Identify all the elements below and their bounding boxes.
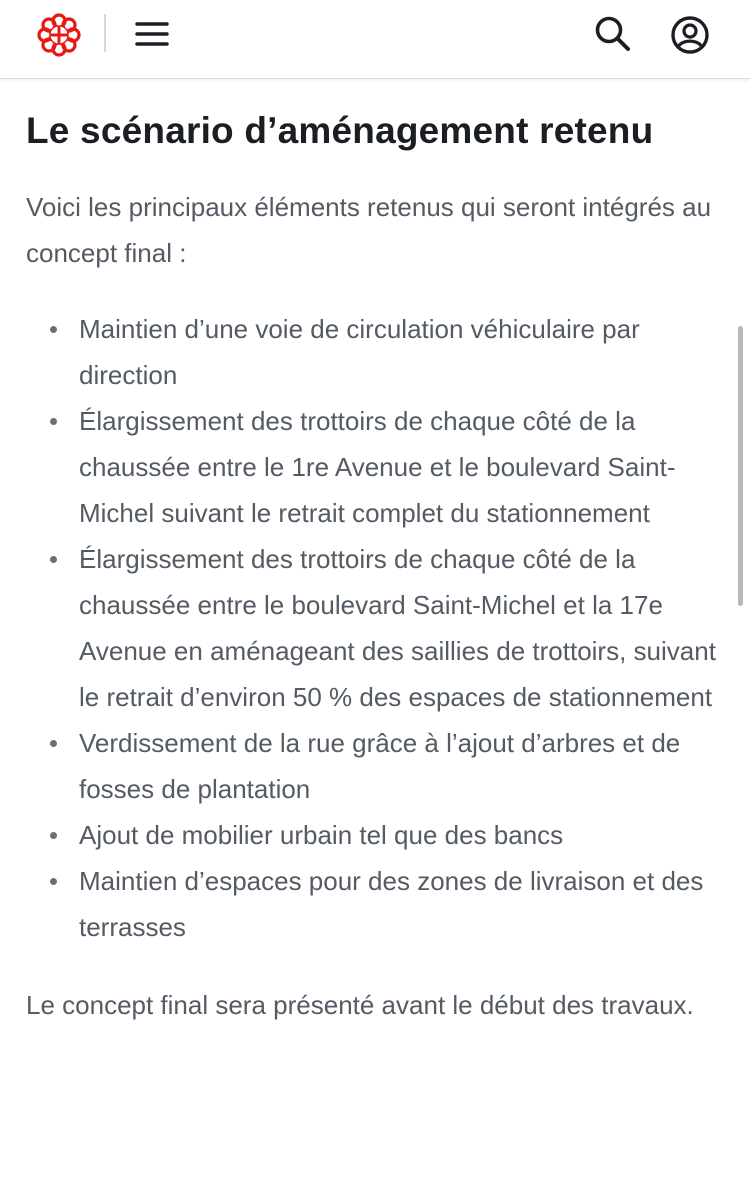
article-content (26, 104, 716, 1028)
hamburger-menu-icon[interactable] (132, 18, 172, 50)
retained-elements-list (26, 306, 716, 950)
page-title: Le scénario d’aménagement retenu (26, 110, 654, 151)
intro-paragraph: Voici les principaux éléments retenus qui seront intégrés au concept final : (26, 192, 712, 268)
list-item: Ajout de mobilier urbain tel que des bancs (79, 812, 716, 858)
list-item: Maintien d’espaces pour des zones de livraison et des terrasses (79, 858, 716, 950)
list-item: Maintien d’une voie de circulation véhiculaire par direction (79, 306, 716, 398)
list-item: Élargissement des trottoirs de chaque côté de la chaussée entre le 1re Avenue et le boulevard Saint-Michel suivant le retrait complet du stationnement (79, 398, 716, 536)
search-icon[interactable] (592, 13, 634, 55)
list-item: Élargissement des trottoirs de chaque côté de la chaussée entre le boulevard Saint-Michel et la 17e Avenue en aménageant des saillies de trottoirs, suivant le retrait d’environ 50 % des espaces de stationnement (79, 536, 716, 720)
outro-paragraph: Le concept final sera présenté avant le début des travaux. (26, 990, 694, 1020)
site-header (0, 0, 750, 79)
header-divider (104, 14, 106, 52)
user-account-icon[interactable] (668, 13, 712, 57)
scrollbar[interactable] (738, 326, 743, 606)
montreal-rosette-logo-icon[interactable] (36, 12, 82, 58)
list-item: Verdissement de la rue grâce à l’ajout d’arbres et de fosses de plantation (79, 720, 716, 812)
